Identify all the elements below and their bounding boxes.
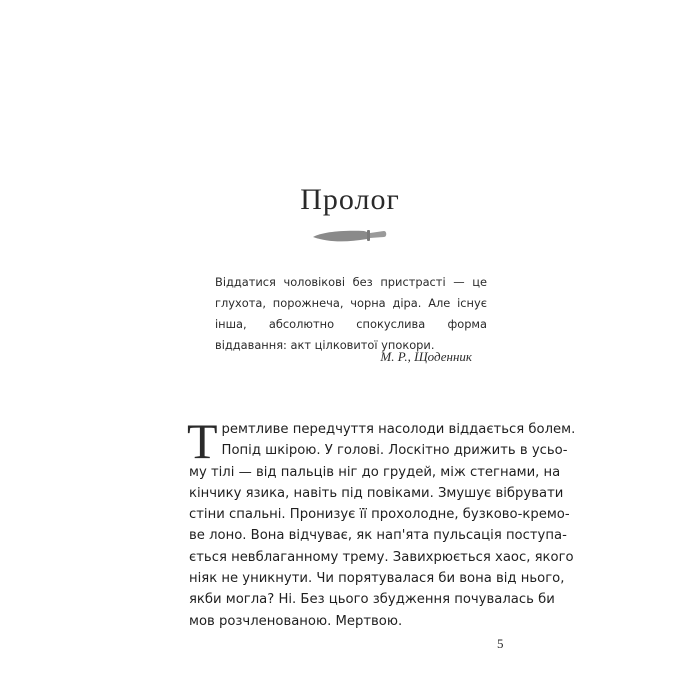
body-line: ється невблаганному трему. Завихрюється хаос, якого: [189, 549, 574, 565]
body-paragraph: [187, 413, 576, 632]
knife-svg: [312, 226, 388, 248]
body-line: якби могла? Ні. Без цього збудження почувалась би: [189, 592, 555, 608]
epigraph-text: Віддатися чоловікові без пристрасті — це глухота, порожнеча, чорна діра. Але існує інша, абсолютно спокуслива форма віддавання: акт цілковитої упокори.: [215, 275, 487, 352]
knife-handle: [370, 231, 386, 238]
chapter-title: Пролог: [300, 183, 400, 216]
body-line: стіни спальні. Пронизує її прохолодне, бузково-кремо-: [189, 507, 570, 523]
page-number: 5: [497, 636, 504, 651]
knife-ornament-icon: [312, 226, 388, 248]
body-line: кінчику язика, навіть під повіками. Змушує вібрувати: [189, 485, 564, 501]
knife-guard: [367, 230, 370, 241]
knife-blade: [313, 231, 367, 242]
body-line: Попід шкірою. У голові. Лоскітно дрижить в усьо-: [221, 443, 568, 459]
drop-cap: Т: [187, 413, 218, 469]
body-line: мов розчленованою. Мертвою.: [189, 613, 403, 629]
body-line: ніяк не уникнути. Чи порятувалася би вона від нього,: [189, 571, 565, 587]
body-line: му тілі — від пальців ніг до грудей, між стегнами, на: [189, 464, 561, 480]
body-line: ве лоно. Вона відчуває, як нап'ята пульсація поступа-: [189, 528, 567, 544]
body-line: ремтливе передчуття насолоди віддається болем.: [221, 422, 576, 437]
epigraph-source: М. Р., Щоденник: [380, 349, 472, 364]
